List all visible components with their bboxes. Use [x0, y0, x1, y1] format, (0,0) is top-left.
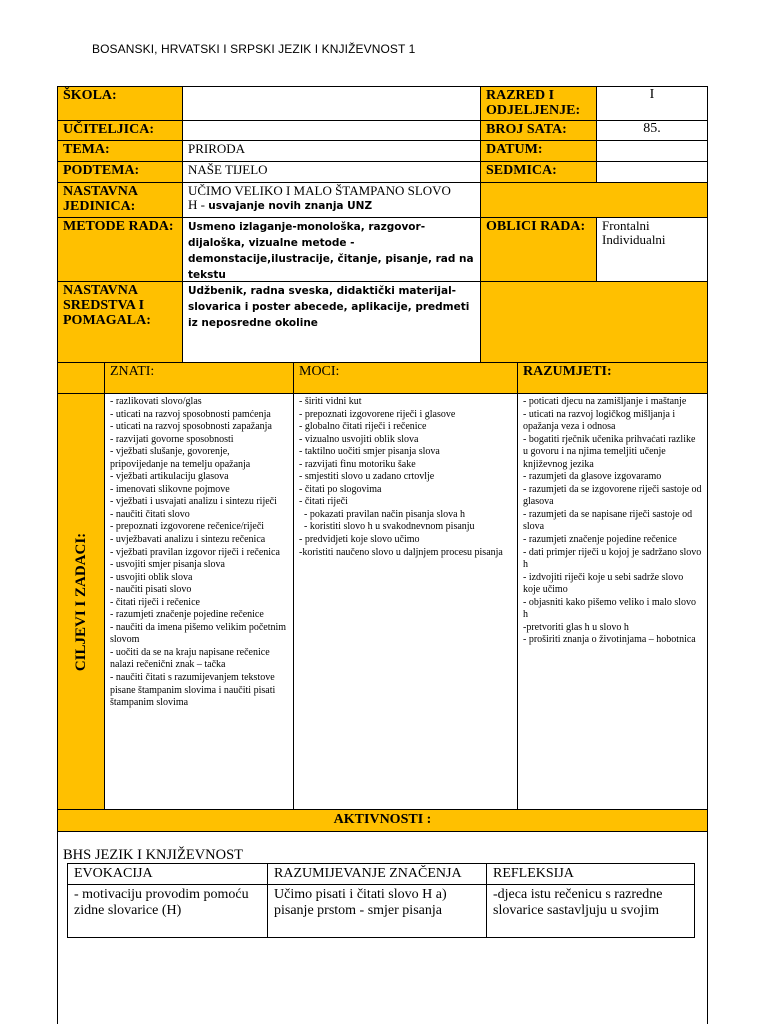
goals-corner [57, 362, 105, 394]
skola-value [182, 86, 481, 121]
znati-list [104, 393, 294, 810]
activities-cell-refleksija: -djeca istu rečenicu s razredne slovarice sastavljuju u svojim [486, 884, 695, 938]
razumjeti-item: - razumjeti da se napisane riječi sastoje od slova [523, 508, 695, 533]
znati-item: - usvojiti oblik slova [110, 571, 193, 583]
razred-value: I [596, 86, 708, 121]
razumjeti-header: RAZUMJETI: [517, 362, 708, 394]
moci-item: - čitati po slogovima [299, 483, 382, 495]
sredstva-value: Udžbenik, radna sveska, didaktički materijal- slovarica i poster abecede, aplikacije, predmeti iz neposredne okoline [182, 281, 481, 363]
znati-header: ZNATI: [104, 362, 294, 394]
razumjeti-item: - uticati na razvoj logičkog mišljanja i opažanja veza i odnosa [523, 408, 678, 433]
moci-item: - taktilno uočiti smjer pisanja slova [299, 446, 440, 458]
sredstva-side [480, 281, 708, 363]
moci-item: - predvidjeti koje slovo učimo [299, 534, 420, 546]
znati-item: - uticati na razvoj sposobnosti pamćenja [110, 408, 271, 420]
oblici-frontalni: Frontalni [602, 218, 650, 233]
znati-item: - uticati na razvoj sposobnosti zapažanja [110, 421, 272, 433]
activities-col-refleksija: REFLEKSIJA [486, 863, 695, 885]
znati-item: - vježbati artikulaciju glasova [110, 471, 229, 483]
datum-value [596, 140, 708, 162]
znati-item: - razumjeti značenje pojedine rečenice [110, 609, 264, 621]
nastavna-jedinica-label: NASTAVNA JEDINICA: [57, 182, 183, 218]
znati-item: - razvijati govorne sposobnosti [110, 433, 234, 445]
moci-item: -koristiti naučeno slovo u daljnjem procesu pisanja [299, 546, 503, 558]
znati-item: - vježbati pravilan izgovor riječi i rečenica [110, 546, 280, 558]
sredstva-label: NASTAVNA SREDSTVA I POMAGALA: [57, 281, 183, 363]
moci-item: - razvijati finu motoriku šake [299, 458, 416, 470]
razumjeti-item: - dati primjer riječi u kojoj je sadržano slovo h [523, 546, 704, 571]
datum-label: DATUM: [480, 140, 597, 162]
goals-side-label-cell [57, 393, 105, 810]
tema-value: PRIRODA [182, 140, 481, 162]
moci-item: - vizualno usvojiti oblik slova [299, 433, 419, 445]
metode-label: METODE RADA: [57, 217, 183, 282]
znati-item: - čitati riječi i rečenice [110, 596, 200, 608]
znati-item: - usvojiti smjer pisanja slova [110, 559, 225, 571]
broj-sata-label: BROJ SATA: [480, 120, 597, 141]
znati-item: - uočiti da se na kraju napisane rečenice nalazi rečenični znak – tačka [110, 646, 273, 671]
nastavna-jedinica-title: UČIMO VELIKO I MALO ŠTAMPANO SLOVO H - [188, 183, 451, 212]
moci-item: - koristiti slovo h u svakodnevnom pisanju [299, 521, 475, 533]
razumjeti-item: - poticati djecu na zamišljanje i maštanje [523, 396, 687, 407]
znati-item: - naučiti da imena pišemo velikim početnim slovom [110, 621, 289, 646]
znati-item: - prepoznati izgovorene rečenice/riječi [110, 521, 265, 533]
znati-item: - vježbati i usvajati analizu i sintezu riječi [110, 496, 277, 508]
znati-item: - vježbati slušanje, govorenje, pripovijedanje na temelju opažanja [110, 446, 251, 470]
activities-heading: AKTIVNOSTI : [57, 809, 708, 832]
skola-label: ŠKOLA: [57, 86, 183, 121]
znati-item: - naučiti čitati s razumijevanjem tekstove pisane štampanim slovima i naučiti pisati štampanim slovima [110, 672, 278, 709]
znati-item: - imenovati slikovne pojmove [110, 483, 230, 495]
moci-item: - smjestiti slovo u zadano crtovlje [299, 471, 435, 483]
nastavna-jedinica-type: usvajanje novih znanja UNZ [208, 200, 373, 212]
nastavna-jedinica-side [480, 182, 708, 218]
razumjeti-item: -pretvoriti glas h u slovo h [523, 621, 629, 633]
razumjeti-item: - razumjeti da glasove izgovaramo [523, 471, 662, 483]
znati-item: - naučiti čitati slovo [110, 508, 190, 520]
moci-list [293, 393, 518, 810]
activities-col-razumijevanje: RAZUMIJEVANJE ZNAČENJA [267, 863, 487, 885]
razumjeti-item: - razumjeti značenje pojedine rečenice [523, 534, 677, 546]
znati-item: - naučiti pisati slovo [110, 584, 192, 596]
podtema-label: PODTEMA: [57, 161, 183, 183]
moci-item: - čitati riječi [299, 496, 348, 508]
razumjeti-item: - proširiti znanja o životinjama – hobotnica [523, 634, 696, 646]
moci-item: - pokazati pravilan način pisanja slova h [299, 508, 466, 520]
znati-item: - uvježbavati analizu i sintezu rečenica [110, 534, 266, 546]
sedmica-value [596, 161, 708, 183]
activities-cell-razumijevanje: Učimo pisati i čitati slovo H a) pisanje prstom - smjer pisanja [267, 884, 487, 938]
oblici-label: OBLICI RADA: [480, 217, 597, 282]
razumjeti-item: - bogatiti rječnik učenika prihvaćati razlike u govoru i na njima temeljiti učenje književnog jezika [523, 433, 698, 470]
moci-item: - širiti vidni kut [299, 396, 362, 407]
sedmica-label: SEDMICA: [480, 161, 597, 183]
goals-side-label: CILJEVI I ZADACI: [73, 532, 89, 671]
razumjeti-item: - razumjeti da se izgovorene riječi sastoje od glasova [523, 483, 705, 508]
razumjeti-list [517, 393, 708, 810]
oblici-individualni: Individualni [602, 232, 666, 247]
tema-label: TEMA: [57, 140, 183, 162]
razumjeti-item: - objasniti kako pišemo veliko i malo slovo h [523, 596, 699, 621]
activities-subject: BHS JEZIK I KNJIŽEVNOST [63, 847, 244, 863]
broj-sata-value: 85. [596, 120, 708, 141]
nastavna-jedinica-value [182, 182, 481, 218]
znati-item: - razlikovati slovo/glas [110, 396, 202, 407]
uciteljica-value [182, 120, 481, 141]
moci-header: MOCI: [293, 362, 518, 394]
podtema-value: NAŠE TIJELO [182, 161, 481, 183]
metode-value: Usmeno izlaganje-monološka, razgovor-dijaloška, vizualne metode - demonstacije,ilustracije, čitanje, pisanje, rad na tekstu [182, 217, 481, 282]
oblici-value [596, 217, 708, 282]
moci-item: - prepoznati izgovorene riječi i glasove [299, 408, 456, 420]
document-header: BOSANSKI, HRVATSKI I SRPSKI JEZIK I KNJIŽEVNOST 1 [92, 42, 416, 56]
activities-cell-evokacija: - motivaciju provodim pomoću zidne slovarice (H) [67, 884, 268, 938]
moci-item: - globalno čitati riječi i rečenice [299, 421, 427, 433]
razred-label: RAZRED I ODJELJENJE: [480, 86, 597, 121]
uciteljica-label: UČITELJICA: [57, 120, 183, 141]
razumjeti-item: - izdvojiti riječi koje u sebi sadrže slovo koje učimo [523, 571, 686, 596]
activities-col-evokacija: EVOKACIJA [67, 863, 268, 885]
